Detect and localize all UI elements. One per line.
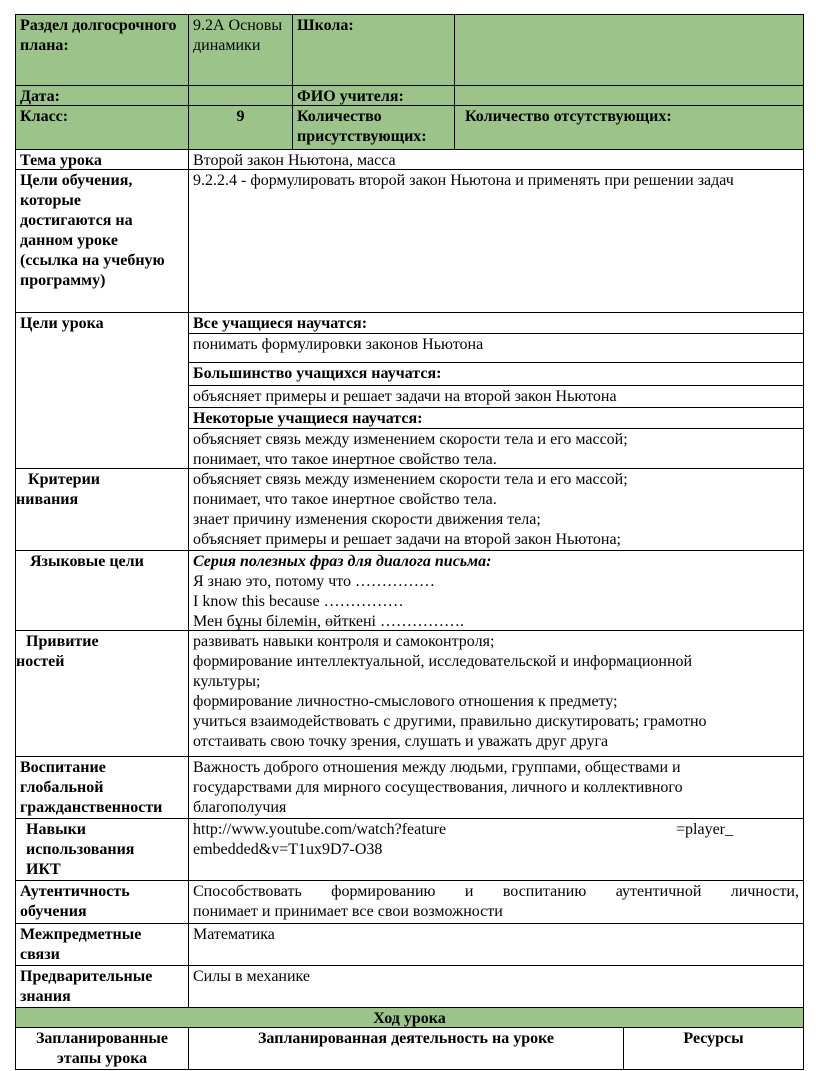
present-label: Количество присутствующих: <box>297 108 427 145</box>
cross-curricular-label-cell <box>15 923 188 965</box>
present-label-cell <box>292 105 454 149</box>
lesson-goals-value-cell <box>188 312 803 468</box>
ict-link-line-2[interactable]: embedded&v=T1ux9D7-O38 <box>193 841 383 858</box>
authenticity-line-1 <box>193 882 799 902</box>
some-students-line-2: понимает, что такое инертное свойство тела. <box>193 451 497 468</box>
absent-label: Количество отсутствующих: <box>465 108 672 125</box>
authenticity-word-6: личности, <box>730 883 799 900</box>
objectives-value-cell <box>188 169 803 312</box>
absent-label-cell <box>454 105 803 149</box>
lesson-progress-title-cell <box>15 1007 803 1027</box>
authenticity-label-cell <box>15 880 188 923</box>
col-stages-header <box>15 1027 188 1069</box>
authenticity-label: Аутентичность обучения <box>20 883 130 920</box>
lesson-progress-title: Ход урока <box>373 1010 446 1027</box>
ict-label: Навыки использования ИКТ <box>26 821 135 878</box>
some-students-line-1: объясняет связь между изменением скорости тела и его массой; <box>193 431 628 448</box>
criteria-line-4: объясняет примеры и решает задачи на второй закон Ньютона; <box>193 531 621 548</box>
some-students-text <box>189 428 803 468</box>
values-value-cell <box>188 630 803 756</box>
prior-knowledge-label-cell <box>15 965 188 1007</box>
language-label-cell <box>15 550 188 630</box>
teacher-label: ФИО учителя: <box>297 88 404 105</box>
authenticity-line-2: понимает и принимает все свои возможности <box>193 903 503 920</box>
authenticity-word-4: воспитанию <box>502 883 587 900</box>
values-line-3: культуры; <box>193 673 261 690</box>
authenticity-word-2: формированию <box>331 883 436 900</box>
all-students-heading: Все учащиеся научатся: <box>193 315 368 332</box>
citizenship-line-3: благополучия <box>193 799 287 816</box>
topic-label-cell <box>15 149 188 169</box>
values-line-5: учиться взаимодействовать с другими, правильно дискутировать; грамотно <box>193 713 707 730</box>
criteria-value-cell <box>188 468 803 550</box>
citizenship-line-2: государствами для мирного сосуществования, личного и коллективного <box>193 779 683 796</box>
criteria-line-2: понимает, что такое инертное свойство тела. <box>193 491 497 508</box>
topic-label: Тема урока <box>20 152 102 169</box>
authenticity-word-3: и <box>464 883 474 900</box>
objectives-value: 9.2.2.4 - формулировать второй закон Ньютона и применять при решении задач <box>193 172 734 189</box>
cross-curricular-value: Математика <box>193 926 275 943</box>
values-label-line-2: ностей <box>16 653 65 670</box>
ict-link-line-1 <box>193 820 733 840</box>
most-students-heading: Большинство учащихся научатся: <box>189 362 803 385</box>
cross-curricular-value-cell <box>188 923 803 965</box>
values-label-line-1: Привитие <box>26 633 99 650</box>
citizenship-label-cell <box>15 756 188 818</box>
values-label-cell <box>15 630 188 756</box>
school-label-cell <box>292 14 454 85</box>
ict-value-cell <box>188 818 803 880</box>
authenticity-word-1: Способствовать <box>193 883 302 900</box>
topic-value-cell <box>188 149 803 169</box>
citizenship-label: Воспитание глобальной гражданственности <box>20 759 163 816</box>
class-label: Класс: <box>20 108 69 125</box>
school-value-cell <box>454 14 803 85</box>
criteria-line-3: знает причину изменения скорости движения тела; <box>193 511 541 528</box>
date-value-cell <box>188 85 292 105</box>
language-line-2: I know this because …………… <box>193 593 404 610</box>
class-label-cell <box>15 105 188 149</box>
col-stages-label: Запланированные этапы урока <box>35 1030 169 1067</box>
criteria-label-line-2: нивания <box>16 491 79 508</box>
values-line-4: формирование личностно-смыслового отношения к предмету; <box>193 693 618 710</box>
date-label-cell <box>15 85 188 105</box>
most-students-text: объясняет примеры и решает задачи на второй закон Ньютона <box>189 385 803 408</box>
col-activity-label: Запланированная деятельность на уроке <box>257 1030 555 1047</box>
ict-label-cell <box>15 818 188 880</box>
teacher-label-cell <box>292 85 454 105</box>
school-label: Школа: <box>297 17 354 34</box>
ict-link-part-1[interactable]: http://www.youtube.com/watch?feature <box>193 821 447 838</box>
values-line-2: формирование интеллектуальной, исследовательской и информационной <box>193 653 693 670</box>
prior-knowledge-value-cell <box>188 965 803 1007</box>
date-label: Дата: <box>20 88 60 105</box>
criteria-label-cell <box>15 468 188 550</box>
section-value: 9.2А Основы динамики <box>193 17 283 54</box>
values-line-1: развивать навыки контроля и самоконтроля; <box>193 633 495 650</box>
language-label: Языковые цели <box>30 553 144 570</box>
authenticity-word-5: аутентичной <box>615 883 702 900</box>
language-value-cell <box>188 550 803 630</box>
section-label: Раздел долгосрочного плана: <box>20 17 177 54</box>
language-heading: Серия полезных фраз для диалога письма: <box>193 553 492 570</box>
objectives-label: Цели обучения, которые достигаются на данном уроке (ссылка на учебную программу) <box>20 172 165 289</box>
all-students-text: понимать формулировки законов Ньютона <box>189 333 803 356</box>
prior-knowledge-value: Силы в механике <box>193 968 311 985</box>
section-label-cell <box>15 14 188 85</box>
citizenship-value-cell <box>188 756 803 818</box>
lesson-goals-label-cell <box>15 312 188 468</box>
topic-value: Второй закон Ньютона, масса <box>193 152 396 169</box>
class-value: 9 <box>236 108 245 125</box>
col-activity-header <box>188 1027 623 1069</box>
lesson-goals-label: Цели урока <box>20 315 104 332</box>
cross-curricular-label: Межпредметные связи <box>20 926 142 963</box>
criteria-line-1: объясняет связь между изменением скорости тела и его массой; <box>193 471 628 488</box>
section-value-cell <box>188 14 292 85</box>
prior-knowledge-label: Предварительные знания <box>20 968 153 1005</box>
some-students-heading: Некоторые учащиеся научатся: <box>189 407 803 430</box>
class-value-cell <box>188 105 292 149</box>
col-resources-header <box>623 1027 803 1069</box>
ict-link-part-2[interactable]: =player_ <box>676 821 733 838</box>
teacher-value-cell <box>454 85 803 105</box>
language-line-3: Мен бұны білемін, өйткені ……………. <box>193 613 464 630</box>
authenticity-value-cell <box>188 880 803 923</box>
values-line-6: отстаивать свою точку зрения, слушать и уважать друг друга <box>193 733 609 750</box>
col-resources-label: Ресурсы <box>683 1030 744 1047</box>
citizenship-line-1: Важность доброго отношения между людьми, группами, обществами и <box>193 759 681 776</box>
criteria-label-line-1: Критерии <box>28 471 101 488</box>
objectives-label-cell <box>15 169 188 312</box>
language-line-1: Я знаю это, потому что …………… <box>193 573 436 590</box>
